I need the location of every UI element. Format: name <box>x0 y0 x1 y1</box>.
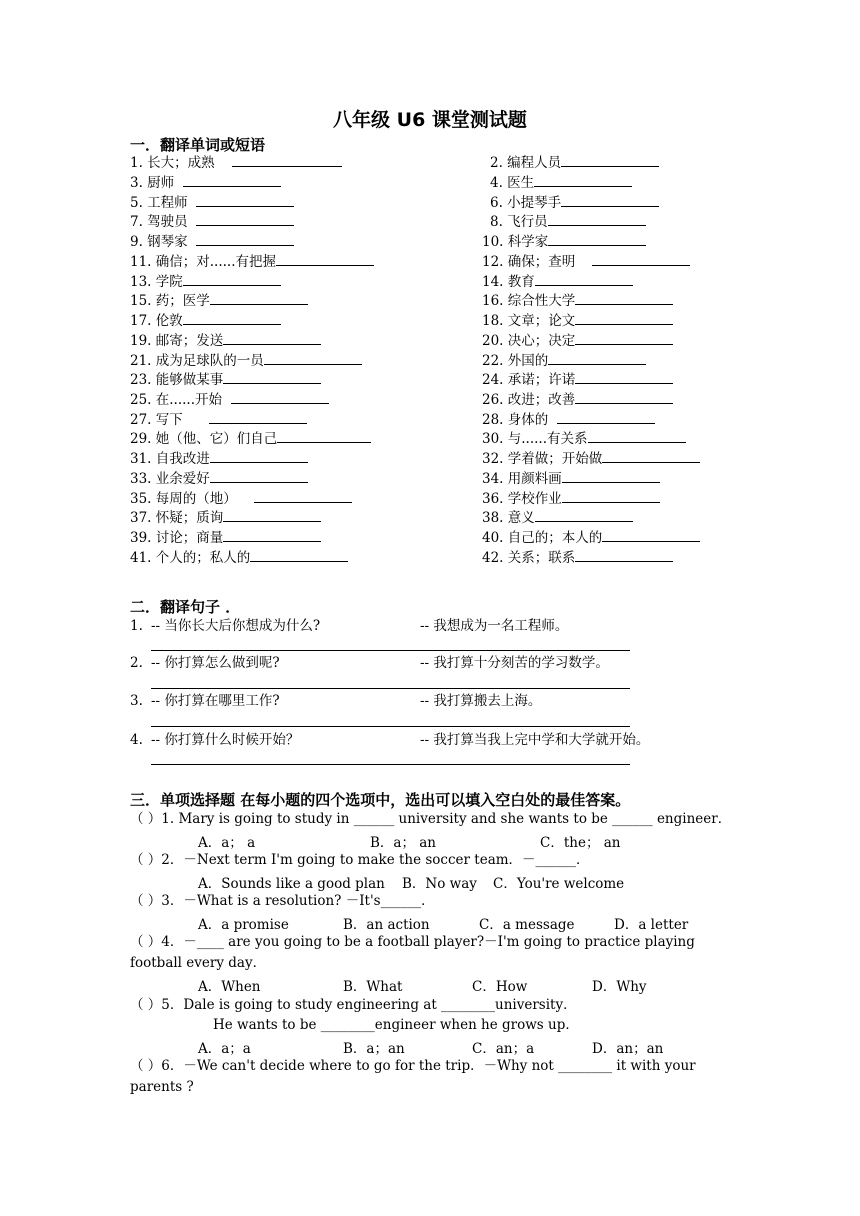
sentence-question: -- 你打算在哪里工作? <box>151 693 280 709</box>
answer-blank[interactable] <box>231 390 329 404</box>
vocab-item: 8. 飞行员 <box>490 212 646 231</box>
option-a[interactable]: A．a；a <box>198 1041 251 1057</box>
answer-blank[interactable] <box>276 252 374 266</box>
answer-blank[interactable] <box>561 153 659 167</box>
page-title: 八年级 U6 课堂测试题 <box>333 109 527 131</box>
vocab-item: 3. 厨师 <box>130 173 281 192</box>
answer-blank[interactable] <box>196 212 294 226</box>
vocab-item: 15. 药；医学 <box>130 291 308 310</box>
vocab-item: 1. 长大；成熟 <box>130 153 342 172</box>
answer-blank[interactable] <box>264 351 362 365</box>
option-c[interactable]: C．the； an <box>540 835 621 851</box>
answer-blank[interactable] <box>232 153 342 167</box>
answer-blank[interactable] <box>183 272 281 286</box>
vocab-item: 24. 承诺；许诺 <box>482 370 673 389</box>
option-b[interactable]: B．No way <box>402 876 477 892</box>
option-d[interactable]: D．Why <box>592 979 647 995</box>
question-3-options <box>0 913 860 931</box>
question-2-stem: （ ）2．－Next term I'm going to make the soccer team．－______． <box>130 852 590 868</box>
sentence-answer: -- 我想成为一名工程师。 <box>420 618 569 634</box>
section3-heading: 三．单项选择题 在每小题的四个选项中，选出可以填入空白处的最佳答案。 <box>130 791 631 809</box>
answer-blank[interactable] <box>588 429 686 443</box>
option-d[interactable]: D．an；an <box>592 1041 664 1057</box>
question-1-options <box>0 831 860 849</box>
answer-blank[interactable] <box>602 528 700 542</box>
answer-line[interactable] <box>151 650 630 651</box>
sentence-answer: -- 我打算十分刻苦的学习数学。 <box>420 655 609 671</box>
vocab-item: 29. 她（他、它）们自己 <box>130 429 371 448</box>
vocab-item: 31. 自我改进 <box>130 449 308 468</box>
question-3-stem: （ ）3．－What is a resolution? －It's______． <box>130 893 435 909</box>
answer-blank[interactable] <box>196 232 294 246</box>
vocab-item: 20. 决心；决定 <box>482 331 673 350</box>
sentence-question: -- 你打算什么时候开始？ <box>151 732 300 748</box>
question-1-stem: （ ）1. Mary is going to study in ______ university and she wants to be ______ engineer． <box>130 811 732 827</box>
vocab-item: 19. 邮寄；发送 <box>130 331 321 350</box>
vocab-item: 9. 钢琴家 <box>130 232 294 251</box>
vocab-item: 37. 怀疑；质询 <box>130 508 321 527</box>
answer-blank[interactable] <box>250 548 348 562</box>
vocab-item: 34. 用颜料画 <box>482 469 660 488</box>
sentence-number: 2. <box>130 655 143 671</box>
vocab-item: 10. 科学家 <box>482 232 646 251</box>
vocab-item: 38. 意义 <box>482 508 633 527</box>
answer-blank[interactable] <box>535 272 633 286</box>
answer-line[interactable] <box>151 726 630 727</box>
question-2-options <box>0 872 860 890</box>
answer-blank[interactable] <box>254 489 352 503</box>
vocab-item: 40. 自己的；本人的 <box>482 528 700 547</box>
section1-heading: 一．翻译单词或短语 <box>130 136 266 154</box>
question-4-stem: （ ）4．－____ are you going to be a football player?－I'm going to practice playing football every day． <box>130 934 695 971</box>
sentence-answer: -- 我打算当我上完中学和大学就开始。 <box>420 732 650 748</box>
option-b[interactable]: B．a； an <box>370 835 437 851</box>
answer-blank[interactable] <box>535 508 633 522</box>
sentence-number: 4. <box>130 732 143 748</box>
option-c[interactable]: C．a message <box>479 917 575 933</box>
answer-blank[interactable] <box>183 311 281 325</box>
vocab-item: 13. 学院 <box>130 272 281 291</box>
answer-blank[interactable] <box>223 331 321 345</box>
vocab-item: 36. 学校作业 <box>482 489 660 508</box>
answer-blank[interactable] <box>277 429 371 443</box>
vocab-item: 41. 个人的；私人的 <box>130 548 348 567</box>
answer-blank[interactable] <box>209 410 307 424</box>
answer-blank[interactable] <box>592 252 690 266</box>
answer-blank[interactable] <box>210 291 308 305</box>
question-5-options <box>0 1037 860 1055</box>
answer-blank[interactable] <box>223 508 321 522</box>
answer-blank[interactable] <box>557 410 655 424</box>
option-a[interactable]: A．Sounds like a good plan <box>198 876 385 892</box>
answer-blank[interactable] <box>183 173 281 187</box>
vocab-item: 35. 每周的（地） <box>130 489 352 508</box>
vocab-item: 14. 教育 <box>482 272 633 291</box>
question-5-stem-continued: He wants to be ________engineer when he grows up． <box>213 1017 579 1033</box>
vocab-item: 28. 身体的 <box>482 410 655 429</box>
answer-blank[interactable] <box>548 212 646 226</box>
option-a[interactable]: A．a； a <box>198 835 256 851</box>
answer-blank[interactable] <box>575 311 673 325</box>
sentence-answer: -- 我打算搬去上海。 <box>420 693 542 709</box>
answer-line[interactable] <box>151 764 630 765</box>
option-d[interactable]: D．a letter <box>614 917 689 933</box>
answer-blank[interactable] <box>575 548 673 562</box>
vocab-item: 18. 文章；论文 <box>482 311 673 330</box>
option-b[interactable]: B．What <box>343 979 403 995</box>
sentence-question: -- 当你长大后你想成为什么? <box>151 618 321 634</box>
answer-blank[interactable] <box>561 193 659 207</box>
vocab-item: 33. 业余爱好 <box>130 469 308 488</box>
answer-blank[interactable] <box>534 173 632 187</box>
answer-blank[interactable] <box>575 291 673 305</box>
vocab-item: 25. 在......开始 <box>130 390 329 409</box>
sentence-question: -- 你打算怎么做到呢? <box>151 655 280 671</box>
option-c[interactable]: C．an；a <box>472 1041 535 1057</box>
vocab-item: 23. 能够做某事 <box>130 370 321 389</box>
vocab-item: 26. 改进；改善 <box>482 390 673 409</box>
vocab-item: 7. 驾驶员 <box>130 212 294 231</box>
answer-blank[interactable] <box>575 390 673 404</box>
sentence-number: 1. <box>130 618 143 634</box>
option-a[interactable]: A．a promise <box>198 917 289 933</box>
vocab-item: 17. 伦敦 <box>130 311 281 330</box>
answer-blank[interactable] <box>562 489 660 503</box>
answer-line[interactable] <box>151 688 630 689</box>
vocab-item: 2. 编程人员 <box>490 153 659 172</box>
vocab-item: 39. 讨论；商量 <box>130 528 321 547</box>
option-a[interactable]: A．When <box>198 979 261 995</box>
vocab-item: 30. 与......有关系 <box>482 429 686 448</box>
option-c[interactable]: C．You're welcome <box>493 876 625 892</box>
vocab-item: 32. 学着做；开始做 <box>482 449 700 468</box>
option-b[interactable]: B．a；an <box>343 1041 405 1057</box>
answer-blank[interactable] <box>562 469 660 483</box>
answer-blank[interactable] <box>575 331 673 345</box>
answer-blank[interactable] <box>210 449 308 463</box>
section2-heading: 二．翻译句子 ． <box>130 598 241 616</box>
answer-blank[interactable] <box>210 469 308 483</box>
vocab-item: 16. 综合性大学 <box>482 291 673 310</box>
answer-blank[interactable] <box>602 449 700 463</box>
vocab-item: 42. 关系；联系 <box>482 548 673 567</box>
option-c[interactable]: C．How <box>472 979 528 995</box>
vocab-item: 11. 确信；对......有把握 <box>130 252 374 271</box>
sentence-number: 3. <box>130 693 143 709</box>
answer-blank[interactable] <box>223 370 321 384</box>
option-b[interactable]: B．an action <box>343 917 430 933</box>
question-4-options <box>0 975 860 993</box>
vocab-item: 12. 确保；查明 <box>482 252 690 271</box>
answer-blank[interactable] <box>223 528 321 542</box>
answer-blank[interactable] <box>196 193 294 207</box>
question-5-stem: （ ）5．Dale is going to study engineering at ________university． <box>130 997 577 1013</box>
vocab-item: 4. 医生 <box>490 173 632 192</box>
vocab-item: 6. 小提琴手 <box>490 193 659 212</box>
answer-blank[interactable] <box>575 370 673 384</box>
vocab-item: 27. 写下 <box>130 410 307 429</box>
vocab-item: 5. 工程师 <box>130 193 294 212</box>
question-6-stem: （ ）6．－We can't decide where to go for the trip．－Why not ________ it with your parents ? <box>130 1058 696 1095</box>
answer-blank[interactable] <box>548 232 646 246</box>
vocab-item: 21. 成为足球队的一员 <box>130 351 362 370</box>
vocab-item: 22. 外国的 <box>482 351 646 370</box>
answer-blank[interactable] <box>548 351 646 365</box>
